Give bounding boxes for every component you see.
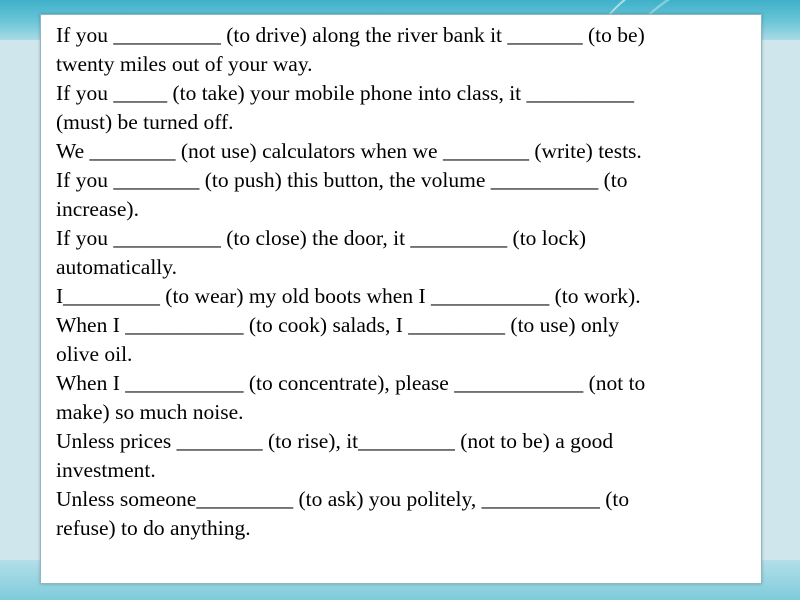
exercise-line: I_________ (to wear) my old boots when I ___________ (to work). xyxy=(56,284,641,308)
exercise-line: investment. xyxy=(56,458,156,482)
exercise-line: olive oil. xyxy=(56,342,133,366)
exercise-line: refuse) to do anything. xyxy=(56,516,251,540)
exercise-line: increase). xyxy=(56,197,139,221)
exercise-line: automatically. xyxy=(56,255,177,279)
exercise-text xyxy=(56,21,756,543)
exercise-line: (must) be turned off. xyxy=(56,110,234,134)
exercise-line: When I ___________ (to concentrate), please ____________ (not to xyxy=(56,371,646,395)
exercise-line: If you __________ (to drive) along the river bank it _______ (to be) xyxy=(56,23,645,47)
exercise-line: If you _____ (to take) your mobile phone into class, it __________ xyxy=(56,81,635,105)
exercise-line: make) so much noise. xyxy=(56,400,244,424)
slide-panel xyxy=(40,14,762,584)
exercise-line: Unless prices ________ (to rise), it_________ (not to be) a good xyxy=(56,429,614,453)
exercise-line: twenty miles out of your way. xyxy=(56,52,313,76)
exercise-line: Unless someone_________ (to ask) you politely, ___________ (to xyxy=(56,487,630,511)
exercise-line: We ________ (not use) calculators when we ________ (write) tests. xyxy=(56,139,642,163)
exercise-line: If you ________ (to push) this button, the volume __________ (to xyxy=(56,168,628,192)
exercise-line: If you __________ (to close) the door, it _________ (to lock) xyxy=(56,226,586,250)
exercise-line: When I ___________ (to cook) salads, I _________ (to use) only xyxy=(56,313,620,337)
